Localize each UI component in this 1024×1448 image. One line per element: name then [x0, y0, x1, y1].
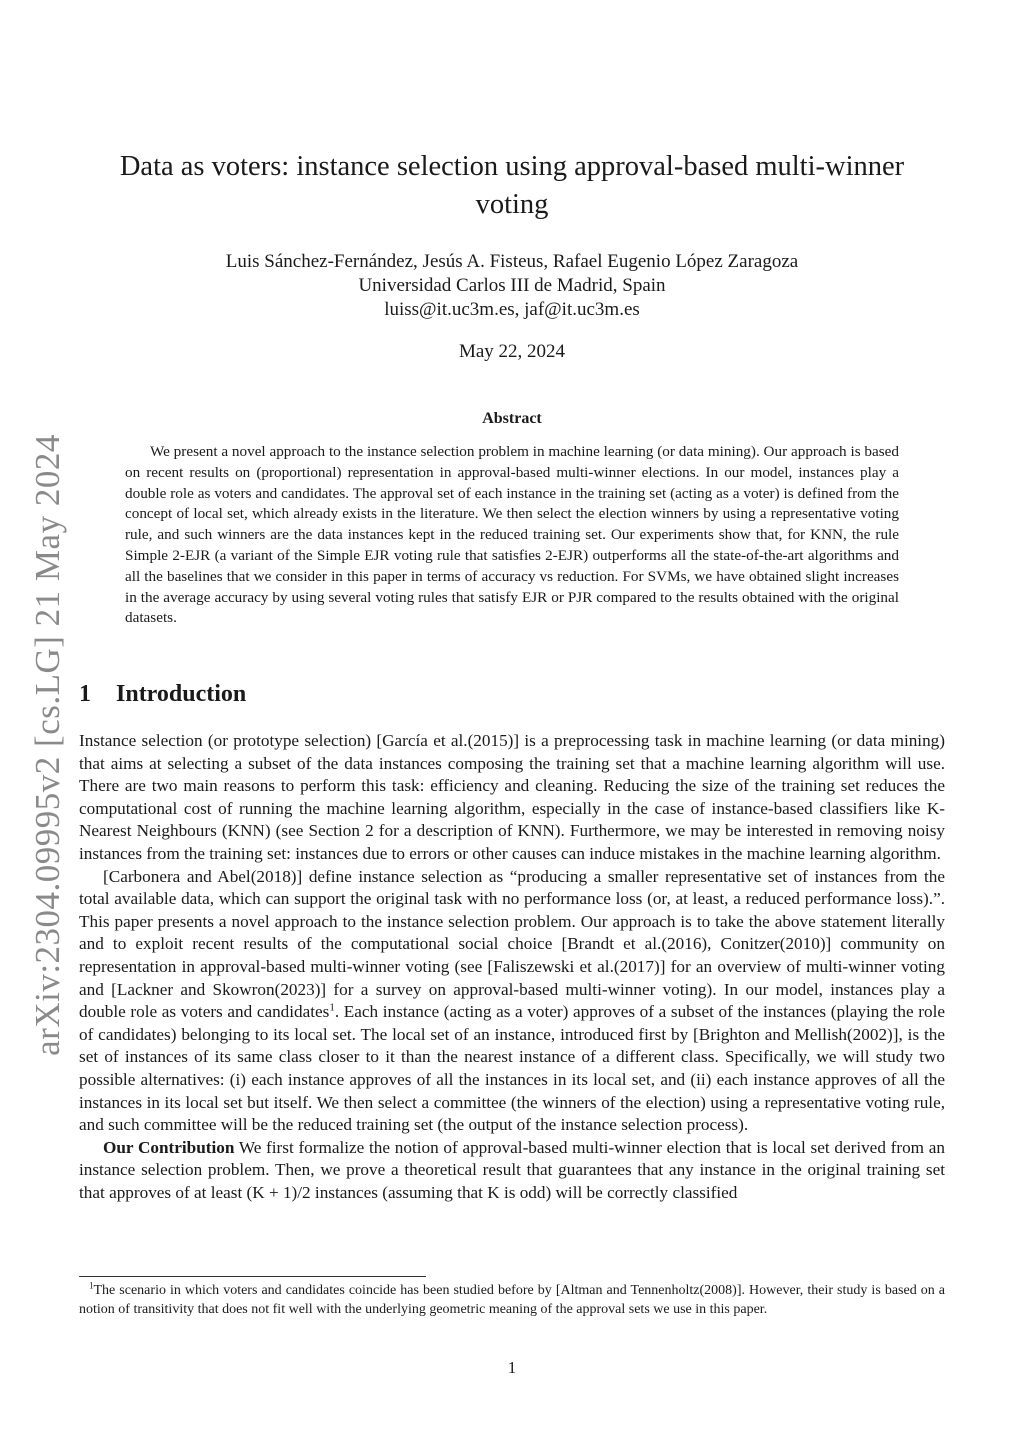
- footnote-text: The scenario in which voters and candidates coincide has been studied before by [Altman and Tennenholtz(2008)]. However, their study is based on a notion of transitivity that does not fit well with the underlying geometric meaning of the approval sets we use in this paper.: [79, 1283, 945, 1317]
- introduction-body: [79, 730, 945, 1204]
- paragraph-3: [79, 1137, 945, 1205]
- section-number: 1: [79, 681, 91, 707]
- author-emails: luiss@it.uc3m.es, jaf@it.uc3m.es: [384, 299, 640, 320]
- author-names: Luis Sánchez-Fernández, Jesús A. Fisteus, Rafael Eugenio López Zaragoza: [225, 251, 799, 272]
- footnote-divider: [79, 1276, 426, 1277]
- page-number: 1: [507, 1358, 517, 1377]
- footnote-reference[interactable]: 1: [329, 1001, 335, 1014]
- abstract-text: We present a novel approach to the instance selection problem in machine learning (or data mining). Our approach is based on recent results on (proportional) representation in approval-based multi-winner elections. In our model, instances play a double role as voters and candidates. The approval set of each instance in the training set (acting as a voter) is defined from the concept of local set, which already exists in the literature. We then select the election winners by using a representative voting rule, and such winners are the data instances kept in the reduced training set. Our experiments show that, for KNN, the rule Simple 2-EJR (a variant of the Simple EJR voting rule that satisfies 2-EJR) outperforms all the state-of-the-art algorithms and all the baselines that we consider in this paper in terms of accuracy vs reduction. For SVMs, we have obtained slight increases in the average accuracy by using several voting rules that satisfy EJR or PJR compared to the results obtained with the original datasets.: [125, 443, 899, 627]
- footnote-number: 1: [89, 1280, 94, 1291]
- author-affiliation: Universidad Carlos III de Madrid, Spain: [358, 275, 666, 296]
- our-contribution-heading: Our Contribution: [103, 1137, 235, 1157]
- abstract-heading: Abstract: [482, 410, 542, 427]
- section-title: Introduction: [116, 681, 247, 707]
- paragraph-2-part-b: . Each instance (acting as a voter) approves of a subset of the instances (playing the role of candidates) belonging to its local set. The local set of an instance, introduced first by [Brighton and Mellish(2002)], is the set of instances of its same class closer to it than the nearest instance of a different class. Specifically, we will study two possible alternatives: (i) each instance approves of all the instances in its local set, and (ii) each instance approves of all the instances in its local set but itself. We then select a committee (the winners of the election) using a representative voting rule, and such committee will be the reduced training set (the output of the instance selection process).: [79, 1002, 945, 1135]
- paragraph-2-part-a: [Carbonera and Abel(2018)] define instance selection as “producing a smaller representative set of instances from the total available data, which can support the original task with no performance loss (or, at least, a reduced performance loss).”. This paper presents a novel approach to the instance selection problem. Our approach is to take the above statement literally and to exploit recent results of the computational social choice [Brandt et al.(2016), Conitzer(2010)] community on representation in approval-based multi-winner voting (see [Faliszewski et al.(2017)] for an overview of multi-winner voting and [Lackner and Skowron(2023)] for a survey on approval-based multi-winner voting). In our model, instances play a double role as voters and candidates: [79, 866, 945, 1022]
- paper-title: Data as voters: instance selection using approval-based multi-winner voting: [119, 151, 905, 220]
- footnote: [79, 1281, 945, 1319]
- arxiv-identifier: arXiv:2304.09995v2 [cs.LG] 21 May 2024: [28, 434, 67, 1056]
- paragraph-3-text: We first formalize the notion of approval-based multi-winner election that is local set derived from an instance selection problem. Then, we prove a theoretical result that guarantees that any instance in the original training set that approves of at least (K + 1)/2 instances (assuming that K is odd) will be correctly classified: [79, 1137, 945, 1202]
- author-block: [80, 250, 944, 322]
- paragraph-2: [79, 866, 945, 1137]
- paper-date: May 22, 2024: [458, 341, 566, 362]
- paragraph-1: Instance selection (or prototype selection) [García et al.(2015)] is a preprocessing task in machine learning (or data mining) that aims at selecting a subset of the data instances composing the training set that a machine learning algorithm will use. There are two main reasons to perform this task: efficiency and cleaning. Reducing the size of the training set reduces the computational cost of running the machine learning algorithm, especially in the case of instance-based classifiers like K-Nearest Neighbours (KNN) (see Section 2 for a description of KNN). Furthermore, we may be interested in removing noisy instances from the training set: instances due to errors or other causes can induce mistakes in the machine learning algorithm.: [79, 731, 945, 863]
- section-heading-introduction: [79, 681, 246, 708]
